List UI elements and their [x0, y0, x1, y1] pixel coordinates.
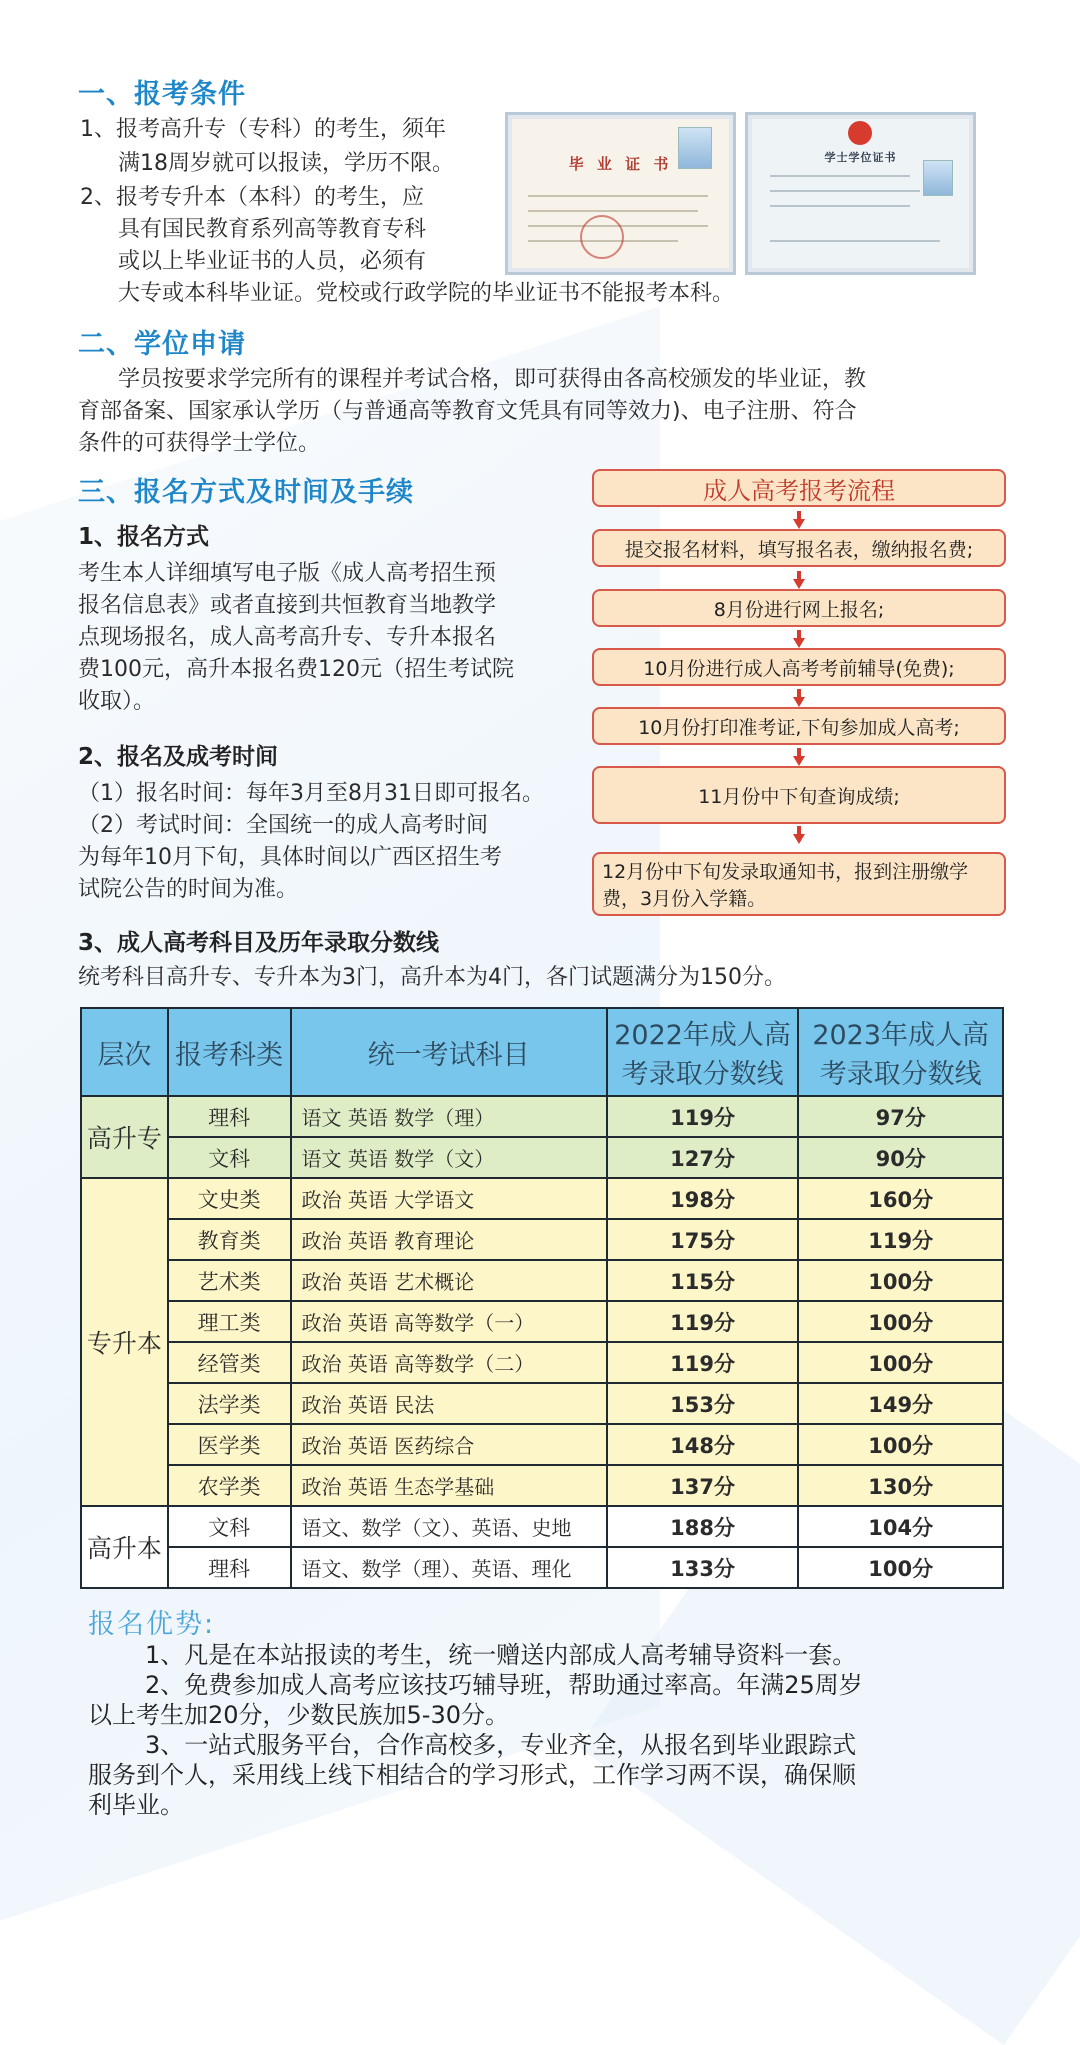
score-2022-cell: 115分	[607, 1260, 799, 1301]
table-header-row	[81, 1008, 1003, 1096]
subjects-cell: 政治 英语 高等数学（一）	[291, 1301, 607, 1342]
score-2022-cell: 188分	[607, 1506, 799, 1547]
photo-icon	[923, 160, 953, 196]
score-table	[80, 1007, 1004, 1589]
method-line: 报名信息表》或者直接到共恒教育当地教学	[78, 593, 497, 618]
advantage-line: 以上考生加20分，少数民族加5-30分。	[88, 1701, 510, 1729]
score-2022-cell: 119分	[607, 1096, 799, 1137]
table-row	[81, 1342, 1003, 1383]
advantages-title: 报名优势:	[88, 1609, 216, 1640]
degree-certificate-image	[745, 112, 976, 275]
header-subjects: 统一考试科目	[291, 1008, 607, 1096]
score-2022-cell: 198分	[607, 1178, 799, 1219]
header-category: 报考科类	[168, 1008, 291, 1096]
header-level: 层次	[81, 1008, 168, 1096]
table-row	[81, 1465, 1003, 1506]
degree-text-line3: 条件的可获得学士学位。	[78, 431, 321, 456]
time-line: （2）考试时间：全国统一的成人高考时间	[78, 813, 488, 838]
subjects-cell: 政治 英语 民法	[291, 1383, 607, 1424]
flow-arrow-icon	[793, 638, 805, 648]
flow-arrow-icon	[793, 519, 805, 529]
degree-text-line1: 学员按要求学完所有的课程并考试合格，即可获得由各高校颁发的毕业证，教	[118, 367, 867, 392]
flow-step: 11月份中下旬查询成绩;	[592, 766, 1006, 824]
category-cell: 文科	[168, 1506, 291, 1547]
score-2022-cell: 148分	[607, 1424, 799, 1465]
section-title-conditions: 一、报考条件	[78, 79, 246, 110]
table-row	[81, 1424, 1003, 1465]
time-line: 为每年10月下旬，具体时间以广西区招生考	[78, 845, 502, 870]
condition-2-line2: 具有国民教育系列高等教育专科	[118, 217, 427, 242]
score-2023-cell: 100分	[798, 1301, 1003, 1342]
score-2023-cell: 100分	[798, 1547, 1003, 1588]
method-line: 点现场报名，成人高考高升专、专升本报名	[78, 625, 497, 650]
score-2023-cell: 100分	[798, 1342, 1003, 1383]
header-2023: 2023年成人高 考录取分数线	[798, 1008, 1003, 1096]
flow-step: 提交报名材料，填写报名表，缴纳报名费;	[592, 529, 1006, 567]
category-cell: 经管类	[168, 1342, 291, 1383]
condition-2-line1: 2、报考专升本（本科）的考生，应	[80, 185, 424, 210]
subjects-cell: 政治 英语 艺术概论	[291, 1260, 607, 1301]
flow-title: 成人高考报考流程	[592, 469, 1006, 507]
method-line: 考生本人详细填写电子版《成人高考招生预	[78, 561, 497, 586]
score-2023-cell: 149分	[798, 1383, 1003, 1424]
advantage-line: 服务到个人，采用线上线下相结合的学习形式，工作学习两不误，确保顺	[88, 1761, 856, 1789]
flow-step: 10月份进行成人高考考前辅导(免费);	[592, 648, 1006, 686]
table-row	[81, 1260, 1003, 1301]
subjects-cell: 政治 英语 高等数学（二）	[291, 1342, 607, 1383]
category-cell: 理科	[168, 1547, 291, 1588]
advantage-line: 2、免费参加成人高考应该技巧辅导班，帮助通过率高。年满25周岁	[145, 1671, 863, 1699]
score-2023-cell: 160分	[798, 1178, 1003, 1219]
flow-arrow-icon	[793, 697, 805, 707]
score-2022-cell: 133分	[607, 1547, 799, 1588]
score-2023-cell: 130分	[798, 1465, 1003, 1506]
group-cell: 专升本	[81, 1178, 168, 1506]
category-cell: 医学类	[168, 1424, 291, 1465]
subsection-title-scores: 3、成人高考科目及历年录取分数线	[78, 930, 440, 956]
seal-icon	[580, 215, 624, 259]
score-2022-cell: 137分	[607, 1465, 799, 1506]
section-title-degree: 二、学位申请	[78, 329, 246, 360]
table-row	[81, 1506, 1003, 1547]
subjects-cell: 语文、数学（文）、英语、史地	[291, 1506, 607, 1547]
table-row	[81, 1383, 1003, 1424]
subjects-cell: 政治 英语 大学语文	[291, 1178, 607, 1219]
flow-step: 10月份打印准考证,下旬参加成人高考;	[592, 707, 1006, 745]
subjects-cell: 政治 英语 医药综合	[291, 1424, 607, 1465]
score-2022-cell: 175分	[607, 1219, 799, 1260]
certificate-title: 毕 业 证 书	[568, 155, 673, 173]
score-2022-cell: 127分	[607, 1137, 799, 1178]
scores-intro: 统考科目高升专、专升本为3门，高升本为4门，各门试题满分为150分。	[78, 965, 786, 990]
category-cell: 艺术类	[168, 1260, 291, 1301]
method-line: 费100元，高升本报名费120元（招生考试院	[78, 657, 514, 682]
score-2022-cell: 119分	[607, 1301, 799, 1342]
score-2023-cell: 119分	[798, 1219, 1003, 1260]
flow-step-line: 费，3月份入学籍。	[602, 888, 767, 910]
category-cell: 法学类	[168, 1383, 291, 1424]
section-title-registration: 三、报名方式及时间及手续	[78, 477, 414, 508]
photo-icon	[678, 127, 712, 169]
flow-arrow-icon	[793, 579, 805, 589]
emblem-icon	[848, 121, 872, 145]
score-2023-cell: 104分	[798, 1506, 1003, 1547]
flow-arrow-icon	[793, 756, 805, 766]
time-line: （1）报名时间：每年3月至8月31日即可报名。	[78, 781, 544, 806]
table-row	[81, 1301, 1003, 1342]
group-cell: 高升专	[81, 1096, 168, 1178]
score-2023-cell: 97分	[798, 1096, 1003, 1137]
advantage-line: 利毕业。	[88, 1791, 184, 1819]
flow-step: 8月份进行网上报名;	[592, 589, 1006, 627]
score-2022-cell: 119分	[607, 1342, 799, 1383]
subjects-cell: 语文、数学（理）、英语、理化	[291, 1547, 607, 1588]
category-cell: 文科	[168, 1137, 291, 1178]
graduation-certificate-image	[505, 112, 736, 275]
subjects-cell: 政治 英语 生态学基础	[291, 1465, 607, 1506]
category-cell: 教育类	[168, 1219, 291, 1260]
subsection-title-method: 1、报名方式	[78, 524, 210, 550]
table-row	[81, 1178, 1003, 1219]
table-row	[81, 1547, 1003, 1588]
condition-1-line1: 1、报考高升专（专科）的考生，须年	[80, 117, 446, 142]
table-row	[81, 1137, 1003, 1178]
header-2022: 2022年成人高 考录取分数线	[607, 1008, 799, 1096]
category-cell: 文史类	[168, 1178, 291, 1219]
advantage-line: 3、一站式服务平台，合作高校多，专业齐全，从报名到毕业跟踪式	[145, 1731, 857, 1759]
flow-arrow-icon	[793, 834, 805, 844]
table-row	[81, 1219, 1003, 1260]
condition-1-line2: 满18周岁就可以报读，学历不限。	[118, 151, 454, 176]
score-2023-cell: 90分	[798, 1137, 1003, 1178]
group-cell: 高升本	[81, 1506, 168, 1588]
subjects-cell: 语文 英语 数学（理）	[291, 1096, 607, 1137]
subjects-cell: 政治 英语 教育理论	[291, 1219, 607, 1260]
flow-step-line: 12月份中下旬发录取通知书，报到注册缴学	[602, 861, 969, 883]
certificate-title: 学士学位证书	[824, 151, 897, 164]
degree-text-line2: 育部备案、国家承认学历（与普通高等教育文凭具有同等效力)、电子注册、符合	[78, 399, 857, 424]
table-row	[81, 1096, 1003, 1137]
score-2023-cell: 100分	[798, 1260, 1003, 1301]
advantage-line: 1、凡是在本站报读的考生，统一赠送内部成人高考辅导资料一套。	[145, 1641, 857, 1669]
score-2023-cell: 100分	[798, 1424, 1003, 1465]
category-cell: 理科	[168, 1096, 291, 1137]
time-line: 试院公告的时间为准。	[78, 877, 299, 902]
score-2022-cell: 153分	[607, 1383, 799, 1424]
method-line: 收取）。	[78, 689, 156, 714]
category-cell: 理工类	[168, 1301, 291, 1342]
subjects-cell: 语文 英语 数学（文）	[291, 1137, 607, 1178]
condition-2-line3: 或以上毕业证书的人员，必须有	[118, 249, 427, 274]
condition-2-line4: 大专或本科毕业证。党校或行政学院的毕业证书不能报考本科。	[118, 281, 735, 306]
subsection-title-time: 2、报名及成考时间	[78, 744, 279, 770]
category-cell: 农学类	[168, 1465, 291, 1506]
flow-step	[592, 852, 1006, 916]
